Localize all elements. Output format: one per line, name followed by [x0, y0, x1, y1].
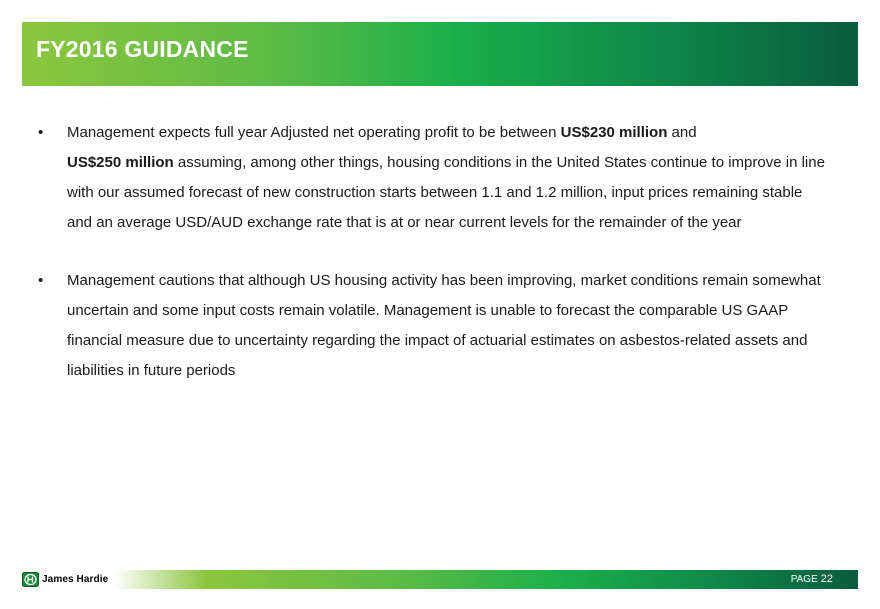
page-number: 22: [820, 573, 833, 585]
bullet-1-part-5: assuming, among other things, housing conditions in the United States continue to improve in line with our assumed forecast of new construction starts between 1.1 and 1.2 million, input prices remaining stable and an average USD/AUD exchange rate that is at or near current levels for the remainder of the year: [67, 154, 825, 231]
company-logo: [22, 570, 108, 589]
bullet-item-1: [38, 118, 828, 238]
bullet-1-part-1: Management expects full year Adjusted net operating profit to be between: [67, 124, 561, 141]
bullet-1-part-2: US$230 million: [560, 124, 668, 141]
logo-text: James Hardie: [42, 574, 109, 585]
bullet-marker: •: [38, 124, 44, 141]
page-label-text: PAGE: [790, 574, 818, 585]
bullet-text-2: [67, 266, 828, 386]
bullet-text-1: [67, 118, 828, 238]
bullet-2-part-1: Management cautions that although US housing activity has been improving, market conditions remain somewhat uncertain and some input costs remain volatile. Management is unable to forecast the comparable US GAAP financial measure due to uncertainty regarding the impact of actuarial estimates on asbestos-related assets and liabilities in future periods: [67, 272, 821, 379]
bullet-item-2: [38, 266, 828, 386]
bullet-marker: •: [38, 272, 44, 289]
page-title: FY2016 GUIDANCE: [36, 36, 249, 62]
james-hardie-logo-icon: [22, 572, 39, 587]
footer-band: [22, 570, 858, 589]
title-band: [22, 22, 858, 86]
bullet-list: [38, 118, 828, 386]
page-number-label: [791, 573, 833, 585]
bullet-1-part-3: and: [667, 124, 697, 141]
bullet-1-part-4: US$250 million: [67, 154, 174, 171]
